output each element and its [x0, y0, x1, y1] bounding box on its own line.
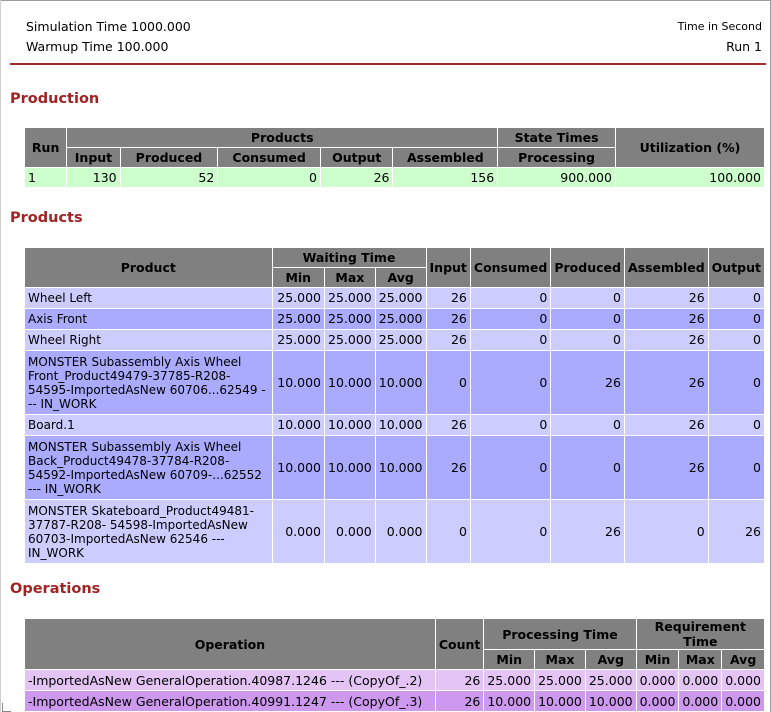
- cell-product-name: Board.1: [25, 415, 273, 436]
- cell-consumed: 0: [470, 415, 550, 436]
- cell-avg: 10.000: [375, 415, 426, 436]
- table-row: [25, 351, 765, 415]
- cell-min: 10.000: [272, 351, 324, 415]
- cell-output: 26: [708, 500, 764, 564]
- cell-consumed: 0: [470, 288, 550, 309]
- cell-product-name: MONSTER Subassembly Axis Wheel Back_Product49478-37784-R208- 54592-ImportedAsNew 60709-...62552 --- IN_WORK: [25, 436, 273, 500]
- cell-max: 10.000: [325, 351, 376, 415]
- cell-r-max: 0.000: [679, 670, 722, 691]
- cell-product-name: Axis Front: [25, 309, 273, 330]
- col-count: Count: [435, 619, 484, 670]
- section-title-production: Production: [10, 91, 100, 107]
- cell-max: 0.000: [325, 500, 376, 564]
- cell-p-avg: 25.000: [585, 670, 636, 691]
- cell-r-max: 0.000: [679, 691, 722, 712]
- cell-max: 25.000: [325, 309, 376, 330]
- production-table: [24, 127, 765, 188]
- cell-input: 0: [426, 500, 470, 564]
- cell-operation-name: -ImportedAsNew GeneralOperation.40987.1246 --- (CopyOf_.2): [25, 670, 436, 691]
- cell-product-name: Wheel Right: [25, 330, 273, 351]
- col-consumed: Consumed: [470, 248, 550, 288]
- table-row: [25, 330, 765, 351]
- cell-consumed: 0: [218, 168, 321, 188]
- col-run: Run: [25, 128, 67, 168]
- cell-consumed: 0: [470, 500, 550, 564]
- col-output: Output: [708, 248, 764, 288]
- products-table: [24, 247, 765, 564]
- cell-assembled: 0: [624, 500, 708, 564]
- table-row: [25, 288, 765, 309]
- col-avg: Avg: [375, 268, 426, 288]
- col-utilization: Utilization (%): [615, 128, 764, 168]
- col-group-requirement-time: Requirement Time: [636, 619, 764, 650]
- cell-input: 26: [426, 330, 470, 351]
- table-row: [25, 436, 765, 500]
- cell-min: 10.000: [272, 436, 324, 500]
- col-processing: Processing: [498, 148, 616, 168]
- col-consumed: Consumed: [218, 148, 321, 168]
- col-output: Output: [320, 148, 392, 168]
- cell-avg: 25.000: [375, 288, 426, 309]
- cell-input: 26: [426, 436, 470, 500]
- cell-input: 0: [426, 351, 470, 415]
- col-proc-min: Min: [484, 650, 535, 670]
- cell-processing: 900.000: [498, 168, 616, 188]
- col-input: Input: [426, 248, 470, 288]
- cell-consumed: 0: [470, 351, 550, 415]
- cell-operation-name: -ImportedAsNew GeneralOperation.40991.1247 --- (CopyOf_.3): [25, 691, 436, 712]
- cell-assembled: 156: [393, 168, 498, 188]
- cell-r-avg: 0.000: [722, 691, 765, 712]
- cell-product-name: MONSTER Skateboard_Product49481-37787-R208- 54598-ImportedAsNew 60703-ImportedAsNew 62546 --- IN_WORK: [25, 500, 273, 564]
- cell-count: 26: [435, 691, 484, 712]
- cell-min: 25.000: [272, 288, 324, 309]
- simulation-time: Simulation Time 1000.000: [26, 19, 191, 34]
- cell-p-min: 25.000: [484, 670, 535, 691]
- col-max: Max: [325, 268, 376, 288]
- cell-r-avg: 0.000: [722, 670, 765, 691]
- cell-output: 0: [708, 288, 764, 309]
- table-row: [25, 691, 765, 712]
- col-produced: Produced: [551, 248, 625, 288]
- cell-assembled: 26: [624, 415, 708, 436]
- section-title-products: Products: [10, 210, 83, 226]
- cell-assembled: 26: [624, 351, 708, 415]
- header-divider: [10, 63, 766, 65]
- col-operation: Operation: [25, 619, 436, 670]
- cell-produced: 0: [551, 415, 625, 436]
- cell-produced: 0: [551, 330, 625, 351]
- cell-run: 1: [25, 168, 67, 188]
- cell-avg: 10.000: [375, 351, 426, 415]
- cell-count: 26: [435, 670, 484, 691]
- cell-r-min: 0.000: [636, 670, 679, 691]
- cell-max: 25.000: [325, 330, 376, 351]
- table-row: [25, 500, 765, 564]
- cell-p-avg: 10.000: [585, 691, 636, 712]
- window-top-border: [0, 0, 771, 1]
- cell-assembled: 26: [624, 309, 708, 330]
- col-product: Product: [25, 248, 273, 288]
- cell-input: 26: [426, 309, 470, 330]
- col-proc-avg: Avg: [585, 650, 636, 670]
- cell-r-min: 0.000: [636, 691, 679, 712]
- cell-assembled: 26: [624, 288, 708, 309]
- col-input: Input: [67, 148, 120, 168]
- col-assembled: Assembled: [393, 148, 498, 168]
- col-min: Min: [272, 268, 324, 288]
- cell-min: 10.000: [272, 415, 324, 436]
- col-req-max: Max: [679, 650, 722, 670]
- cell-produced: 0: [551, 288, 625, 309]
- col-group-products: Products: [67, 128, 498, 148]
- run-label: Run 1: [726, 39, 762, 54]
- report-header-right: [678, 17, 762, 57]
- cell-consumed: 0: [470, 330, 550, 351]
- warmup-time: Warmup Time 100.000: [26, 39, 169, 54]
- cell-product-name: MONSTER Subassembly Axis Wheel Front_Product49479-37785-R208- 54595-ImportedAsNew 60706...62549 --- IN_WORK: [25, 351, 273, 415]
- cell-produced: 26: [551, 500, 625, 564]
- cell-max: 10.000: [325, 415, 376, 436]
- col-produced: Produced: [120, 148, 218, 168]
- cell-output: 0: [708, 351, 764, 415]
- col-group-waiting-time: Waiting Time: [272, 248, 426, 268]
- cell-produced: 0: [551, 309, 625, 330]
- window-left-border: [0, 0, 1, 712]
- operations-table: [24, 618, 765, 712]
- table-row: [25, 168, 765, 188]
- cell-avg: 10.000: [375, 436, 426, 500]
- table-row: [25, 415, 765, 436]
- cell-assembled: 26: [624, 436, 708, 500]
- cell-min: 25.000: [272, 309, 324, 330]
- cell-output: 0: [708, 436, 764, 500]
- cell-produced: 26: [551, 351, 625, 415]
- cell-avg: 25.000: [375, 330, 426, 351]
- col-assembled: Assembled: [624, 248, 708, 288]
- cell-min: 0.000: [272, 500, 324, 564]
- cell-consumed: 0: [470, 309, 550, 330]
- col-group-state-times: State Times: [498, 128, 616, 148]
- col-group-processing-time: Processing Time: [484, 619, 636, 650]
- report-header-left: [26, 17, 191, 57]
- section-title-operations: Operations: [10, 581, 101, 597]
- cell-min: 25.000: [272, 330, 324, 351]
- cell-avg: 25.000: [375, 309, 426, 330]
- table-row: [25, 309, 765, 330]
- resize-corner-icon: [2, 703, 11, 712]
- cell-assembled: 26: [624, 330, 708, 351]
- cell-product-name: Wheel Left: [25, 288, 273, 309]
- cell-consumed: 0: [470, 436, 550, 500]
- cell-p-max: 10.000: [535, 691, 586, 712]
- cell-max: 10.000: [325, 436, 376, 500]
- col-req-min: Min: [636, 650, 679, 670]
- cell-input: 130: [67, 168, 120, 188]
- cell-input: 26: [426, 288, 470, 309]
- col-req-avg: Avg: [722, 650, 765, 670]
- cell-input: 26: [426, 415, 470, 436]
- cell-avg: 0.000: [375, 500, 426, 564]
- cell-output: 0: [708, 330, 764, 351]
- cell-p-min: 10.000: [484, 691, 535, 712]
- cell-produced: 52: [120, 168, 218, 188]
- cell-output: 26: [320, 168, 392, 188]
- cell-output: 0: [708, 309, 764, 330]
- time-unit: Time in Second: [677, 20, 762, 33]
- cell-max: 25.000: [325, 288, 376, 309]
- cell-output: 0: [708, 415, 764, 436]
- cell-p-max: 25.000: [535, 670, 586, 691]
- col-proc-max: Max: [535, 650, 586, 670]
- cell-produced: 0: [551, 436, 625, 500]
- cell-utilization: 100.000: [615, 168, 764, 188]
- table-row: [25, 670, 765, 691]
